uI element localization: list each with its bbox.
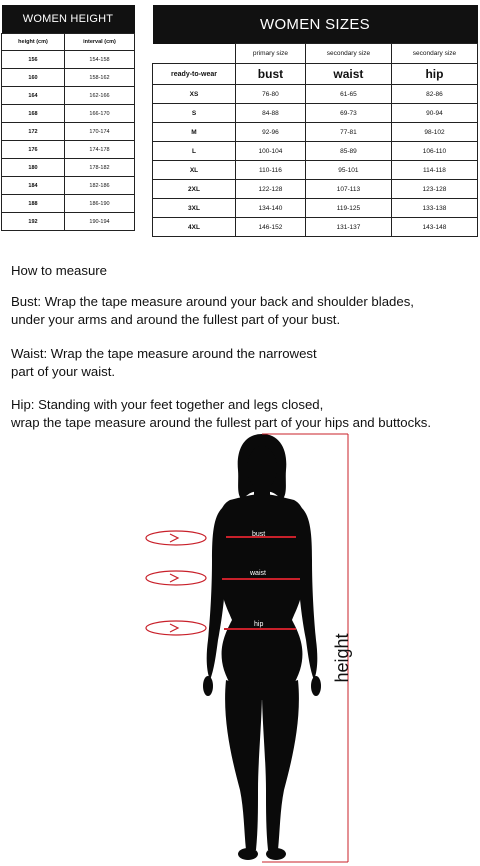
waist-value: 107-113 [305,180,391,199]
height-column-header: height (cm) [2,34,65,51]
waist-label: waist [250,570,266,577]
size-row [153,85,478,104]
size-label: 3XL [153,199,236,218]
size-row [153,161,478,180]
secondary-size-header: secondary size [391,44,477,64]
waist-value: 131-137 [305,218,391,237]
size-label: XS [153,85,236,104]
hip-value: 98-102 [391,123,477,142]
bust-label: bust [252,531,266,538]
height-table-row [2,195,135,213]
size-row [153,180,478,199]
bust-value: 122-128 [236,180,306,199]
waist-value: 61-65 [305,85,391,104]
interval-value: 158-162 [65,69,135,87]
height-table-row [2,159,135,177]
bust-value: 84-88 [236,104,306,123]
waist-instructions-line: part of your waist. [11,364,116,379]
interval-column-header: interval (cm) [65,34,135,51]
bust-value: 92-96 [236,123,306,142]
waist-value: 95-101 [305,161,391,180]
height-table-row [2,141,135,159]
hip-label: hip [254,621,264,628]
size-row [153,199,478,218]
size-row [153,123,478,142]
bust-value: 146-152 [236,218,306,237]
interval-value: 162-166 [65,87,135,105]
waist-value: 77-81 [305,123,391,142]
primary-size-header: primary size [236,44,306,64]
bust-rotation-arrow-icon [146,531,206,545]
interval-value: 190-194 [65,213,135,231]
size-label: M [153,123,236,142]
waist-rotation-arrow-icon [146,571,206,585]
hip-value: 123-128 [391,180,477,199]
size-row [153,104,478,123]
height-table-row [2,213,135,231]
women-sizes-table [152,5,478,237]
interval-value: 166-170 [65,105,135,123]
hip-value: 114-118 [391,161,477,180]
waist-value: 119-125 [305,199,391,218]
bust-value: 100-104 [236,142,306,161]
category-label: ready-to-wear [153,64,236,85]
sizes-table-title: WOMEN SIZES [153,5,478,44]
women-height-table [1,5,135,231]
hip-value: 143-148 [391,218,477,237]
bust-instructions-line: under your arms and around the fullest part of your bust. [11,312,341,327]
category-row [153,64,478,85]
hip-instructions-line: Hip: Standing with your feet together and legs closed, [11,397,324,412]
height-value: 168 [2,105,65,123]
bust-value: 76-80 [236,85,306,104]
height-value: 164 [2,87,65,105]
hip-instructions-line: wrap the tape measure around the fullest part of your hips and buttocks. [11,415,432,430]
height-value: 184 [2,177,65,195]
height-table-row [2,105,135,123]
bust-instructions-line: Bust: Wrap the tape measure around your back and shoulder blades, [11,294,414,309]
waist-instructions [11,345,317,381]
interval-value: 178-182 [65,159,135,177]
height-table-row [2,177,135,195]
empty-header-cell [153,44,236,64]
size-label: L [153,142,236,161]
height-value: 188 [2,195,65,213]
height-table-row [2,51,135,69]
hip-value: 82-86 [391,85,477,104]
height-value: 172 [2,123,65,141]
size-label: XL [153,161,236,180]
height-value: 192 [2,213,65,231]
size-row [153,218,478,237]
height-label: height [332,633,352,683]
secondary-size-header: secondary size [305,44,391,64]
height-table-row [2,69,135,87]
waist-value: 69-73 [305,104,391,123]
waist-instructions-line: Waist: Wrap the tape measure around the narrowest [11,346,317,361]
category-hip: hip [391,64,477,85]
waist-value: 85-89 [305,142,391,161]
height-table-row [2,123,135,141]
body-measurement-illustration [0,430,480,866]
hip-rotation-arrow-icon [146,621,206,635]
interval-value: 174-178 [65,141,135,159]
height-value: 176 [2,141,65,159]
size-label: 4XL [153,218,236,237]
height-table-body [2,51,135,231]
size-label: S [153,104,236,123]
height-value: 180 [2,159,65,177]
woman-silhouette [203,434,321,860]
interval-value: 186-190 [65,195,135,213]
interval-value: 170-174 [65,123,135,141]
height-value: 156 [2,51,65,69]
how-to-measure-heading: How to measure [11,263,108,278]
interval-value: 154-158 [65,51,135,69]
hip-value: 106-110 [391,142,477,161]
size-label: 2XL [153,180,236,199]
hip-value: 90-94 [391,104,477,123]
interval-value: 182-186 [65,177,135,195]
hip-value: 133-138 [391,199,477,218]
sizes-table-body [153,64,478,237]
bust-instructions [11,293,414,329]
height-table-row [2,87,135,105]
size-row [153,142,478,161]
height-table-title: WOMEN HEIGHT [2,5,135,34]
height-value: 160 [2,69,65,87]
bust-value: 110-116 [236,161,306,180]
bust-value: 134-140 [236,199,306,218]
hip-instructions [11,396,431,432]
category-bust: bust [236,64,306,85]
category-waist: waist [305,64,391,85]
